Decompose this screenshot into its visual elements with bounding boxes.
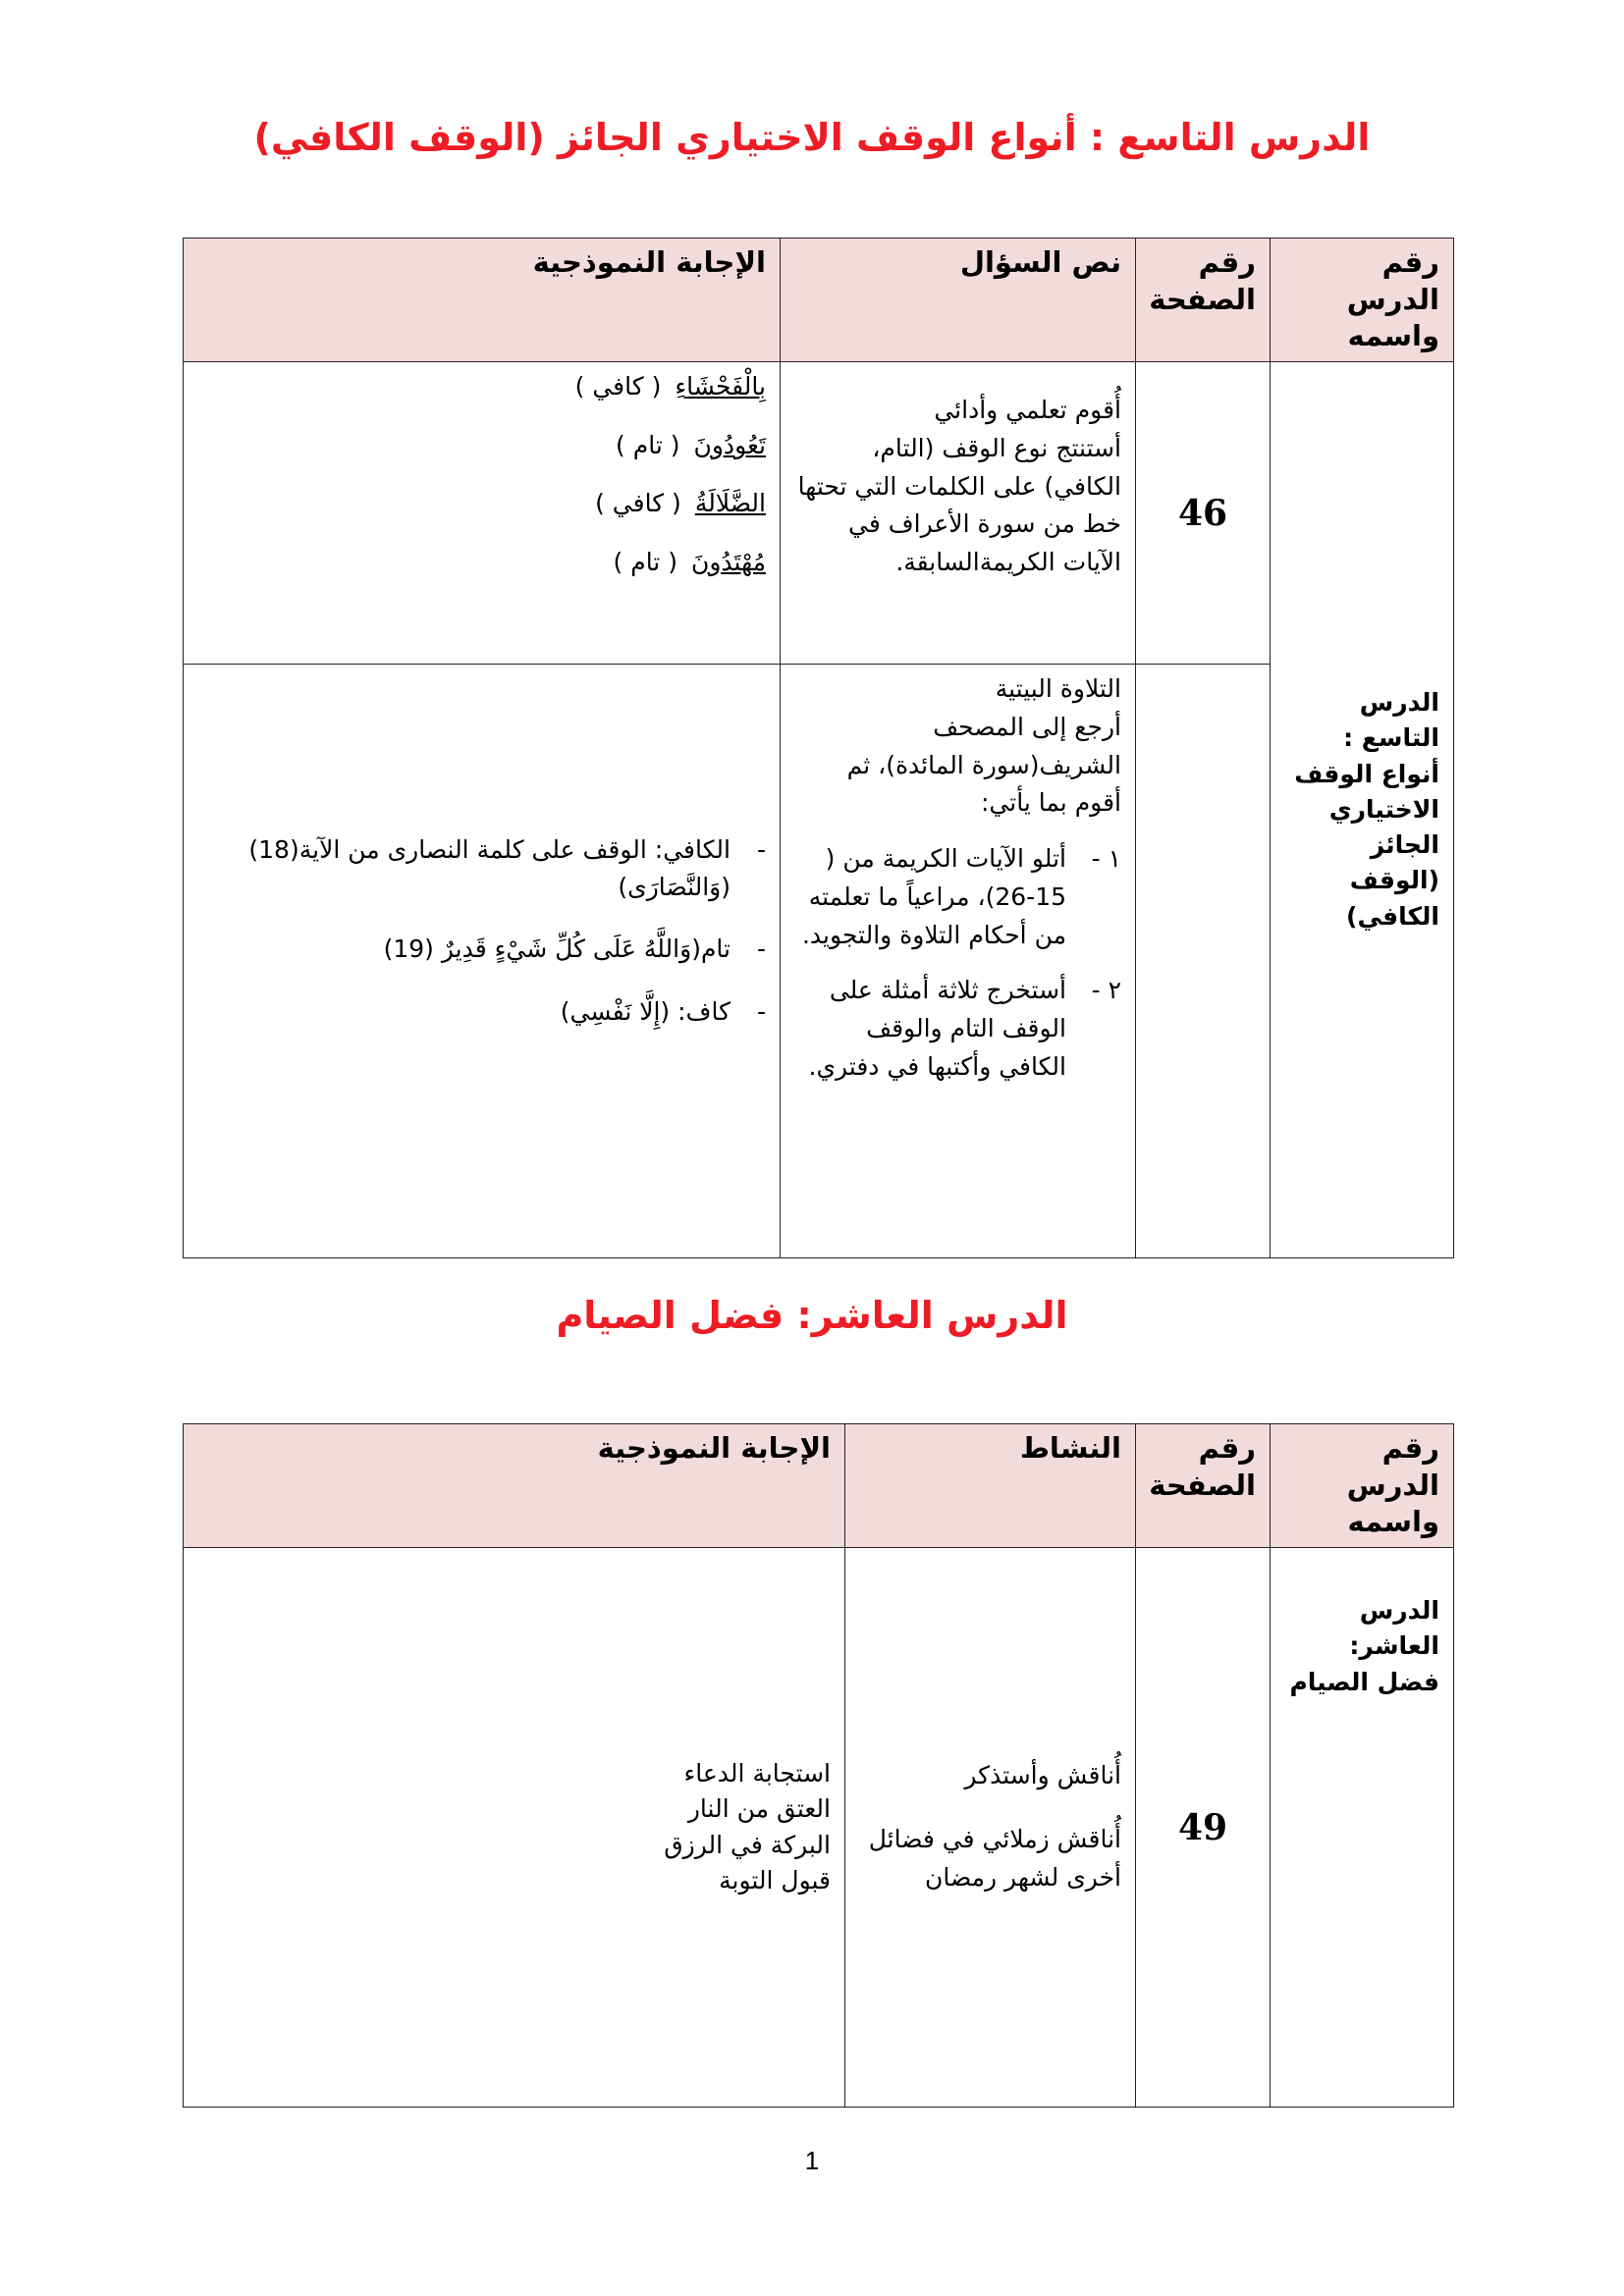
question-title: التلاوة البيتية — [995, 674, 1121, 704]
item-number: ٢ - — [1091, 976, 1121, 1005]
lesson-name-cell — [1271, 362, 1454, 1258]
answer-type: ( كافي ) — [574, 372, 662, 401]
header-question: نص السؤال — [781, 239, 1136, 362]
answer-word: الضَّلَالَةُ — [694, 489, 766, 518]
page-number-footer: 1 — [804, 2146, 820, 2175]
answer-item: قبول التوبة — [719, 1865, 831, 1895]
answer-word: تَعُودُونَ — [693, 430, 766, 459]
item-text: أستخرج ثلاثة أمثلة على الوقف التام والوقف الكافي وأكتبها في دفتري. — [808, 976, 1066, 1081]
answer-text: كاف: (إِلَّا نَفْسِي) — [560, 996, 731, 1026]
activity-body: أُناقش زملائي في فضائل أخرى لشهر رمضان — [868, 1825, 1121, 1892]
answer-item: استجابة الدعاء — [683, 1759, 831, 1789]
lesson9-header-row — [184, 239, 1454, 362]
lesson9-table — [183, 238, 1454, 1258]
lesson9-title: الدرس التاسع : أنواع الوقف الاختياري الجائز (الوقف الكافي) — [253, 116, 1371, 159]
question-body: أستنتج نوع الوقف (التام، الكافي) على الكلمات التي تحتها خط من سورة الأعراف في الآيات الكريمةالسابقة. — [797, 433, 1121, 577]
question-title: أُقوم تعلمي وأدائي — [934, 396, 1121, 425]
answer-text: الكافي: الوقف على كلمة النصارى من الآية(18) (وَالنَّصَارَى) — [248, 835, 731, 901]
header-answer: الإجابة النموذجية — [184, 1424, 845, 1548]
answer-item: العتق من النار — [687, 1794, 831, 1824]
header-page: رقم الصفحة — [1136, 239, 1271, 362]
page-number-empty — [1136, 665, 1271, 1258]
question-cell — [781, 362, 1136, 665]
answer-cell — [184, 665, 781, 1258]
answer-word: مُهْتَدُونَ — [690, 547, 766, 576]
header-answer: الإجابة النموذجية — [184, 239, 781, 362]
item-text: أتلو الآيات الكريمة من ( 15-26)، مراعياً ما تعلمته من أحكام التلاوة والتجويد. — [801, 844, 1066, 949]
answer-cell — [184, 362, 781, 665]
answer-bullet: - كاف: (إِلَّا نَفْسِي) — [223, 993, 766, 1031]
lesson9-row1 — [184, 362, 1454, 665]
answer-item — [197, 427, 766, 464]
activity-title: أُناقش وأستذكر — [964, 1761, 1121, 1790]
answer-bullet: - الكافي: الوقف على كلمة النصارى من الآية(18) (وَالنَّصَارَى) — [223, 831, 766, 905]
answer-item — [197, 544, 766, 581]
answer-type: ( تام ) — [613, 547, 677, 576]
lesson-name: الدرس التاسع : أنواع الوقف الاختياري الجائز (الوقف الكافي) — [1294, 688, 1439, 931]
lesson9-row2 — [184, 665, 1454, 1258]
answer-type: ( تام ) — [616, 430, 680, 459]
lesson10-header-row — [184, 1424, 1454, 1548]
answer-type: ( كافي ) — [595, 489, 681, 518]
lesson10-table — [183, 1423, 1454, 2108]
numbered-item — [794, 840, 1121, 954]
header-activity: النشاط — [845, 1424, 1136, 1548]
question-intro: أرجع إلى المصحف الشريف(سورة المائدة)، ثم أقوم بما يأتي: — [846, 712, 1121, 818]
answer-item: البركة في الرزق — [664, 1830, 831, 1859]
answer-cell — [184, 1548, 845, 2108]
header-lesson: رقم الدرس واسمه — [1271, 1424, 1454, 1548]
header-page: رقم الصفحة — [1136, 1424, 1271, 1548]
answer-text: تام(وَاللَّهُ عَلَى كُلِّ شَيْءٍ قَدِيرٌ (19) — [383, 934, 731, 964]
page-number: 49 — [1136, 1548, 1271, 2108]
answer-bullet: - تام(وَاللَّهُ عَلَى كُلِّ شَيْءٍ قَدِيرٌ (19) — [223, 931, 766, 968]
answer-item — [197, 485, 766, 522]
lesson-name: الدرس العاشر: فضل الصيام — [1289, 1596, 1439, 1696]
numbered-item — [794, 972, 1121, 1086]
question-cell — [781, 665, 1136, 1258]
lesson-name-cell — [1271, 1548, 1454, 2108]
activity-cell — [845, 1548, 1136, 2108]
header-lesson: رقم الدرس واسمه — [1271, 239, 1454, 362]
lesson10-title: الدرس العاشر: فضل الصيام — [556, 1294, 1068, 1337]
lesson10-row — [184, 1548, 1454, 2108]
item-number: ١ - — [1091, 844, 1121, 874]
page-number: 46 — [1136, 362, 1271, 665]
answer-item — [197, 368, 766, 405]
answer-word: بِالْفَحْشَاءِ — [675, 372, 766, 401]
